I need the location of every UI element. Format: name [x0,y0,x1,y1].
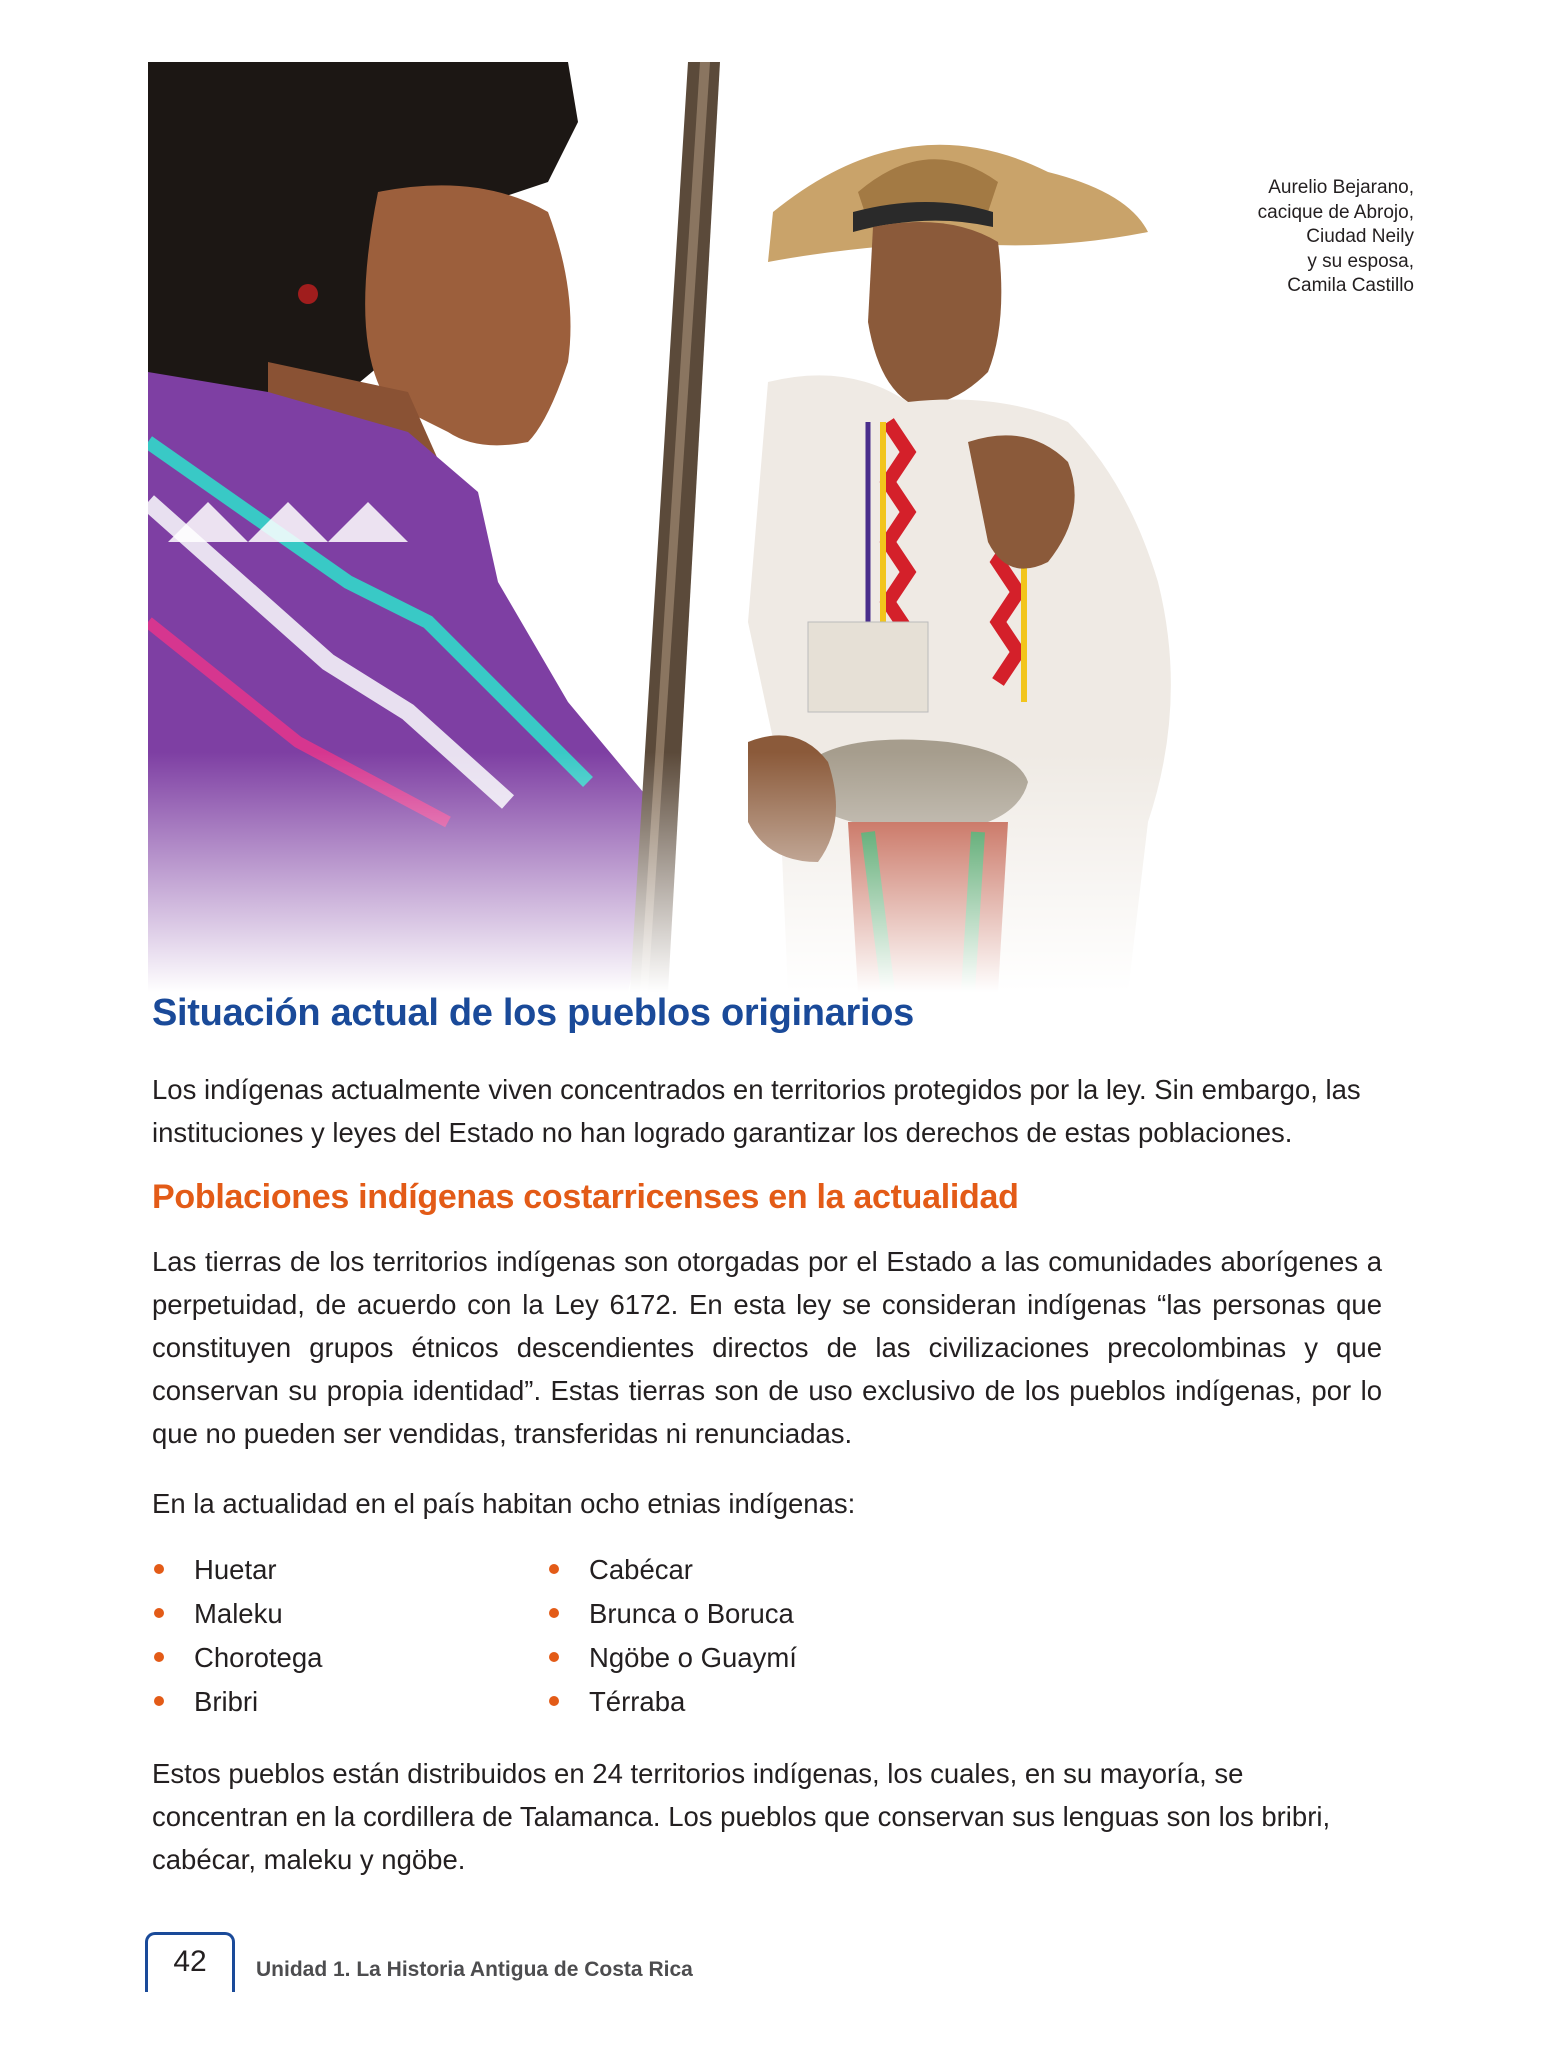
list-item-label: Térraba [589,1686,686,1717]
bullet-icon [154,1608,164,1618]
list-item-label: Brunca o Boruca [589,1598,794,1629]
page-number: 42 [173,1945,207,1978]
list-item [547,1592,797,1636]
earring [298,284,318,304]
caption-line: Ciudad Neily [1306,226,1414,247]
ethnic-list-left [152,1548,322,1724]
list-item-label: Chorotega [194,1642,323,1673]
list-item-label: Cabécar [589,1554,693,1585]
subsection-title: Poblaciones indígenas costarricenses en la actualidad [152,1178,1019,1216]
section-title: Situación actual de los pueblos originarios [152,992,915,1034]
caption-line: cacique de Abrojo, [1257,201,1414,223]
ethnic-list-right [547,1548,797,1724]
list-item [152,1680,322,1724]
list-item-label: Huetar [194,1554,277,1585]
bullet-icon [549,1696,559,1706]
bullet-icon [549,1652,559,1662]
bullet-icon [549,1564,559,1574]
subsection-paragraph: Las tierras de los territorios indígenas son otorgadas por el Estado a las comunidades aborígenes a perpetuidad, de acuerdo con la Ley 6172. En esta ley se consideran indígenas “las personas que constituyen grupos étnicos descendientes directos de las civilizaciones precolombinas y que conservan su propia identidad”. Estas tierras son de uso exclusivo de los pueblos indígenas, por lo que no pueden ser vendidas, transferidas ni renunciadas. [152,1246,1382,1449]
list-item-label: Ngöbe o Guaymí [589,1642,797,1673]
list-intro: En la actualidad en el país habitan ocho etnias indígenas: [152,1488,856,1519]
section-intro: Los indígenas actualmente viven concentrados en territorios protegidos por la ley. Sin embargo, las instituciones y leyes del Estado no han logrado garantizar los derechos de estas poblaciones. [152,1074,1361,1148]
list-item [152,1548,322,1592]
list-item-label: Bribri [194,1686,259,1717]
list-item-label: Maleku [194,1598,283,1629]
list-item [547,1548,797,1592]
id-badge [808,622,928,712]
bullet-icon [549,1608,559,1618]
bullet-icon [154,1696,164,1706]
list-item [152,1592,322,1636]
bullet-icon [154,1652,164,1662]
list-item [152,1636,322,1680]
header-photo [148,62,1298,992]
photo-fade [148,752,1298,992]
list-item [547,1680,797,1724]
caption-line: Aurelio Bejarano, [1268,177,1414,198]
bullet-icon [154,1564,164,1574]
caption-line: y su esposa, [1307,250,1414,272]
closing-paragraph: Estos pueblos están distribuidos en 24 territorios indígenas, los cuales, en su mayoría, se concentran en la cordillera de Talamanca. Los pueblos que conservan sus lenguas son los bribri, cabécar, maleku y ngöbe. [152,1758,1331,1875]
unit-title: Unidad 1. La Historia Antigua de Costa Rica [256,1958,693,1981]
photo-caption [1154,176,1414,299]
caption-line: Camila Castillo [1287,275,1414,296]
list-item [547,1636,797,1680]
